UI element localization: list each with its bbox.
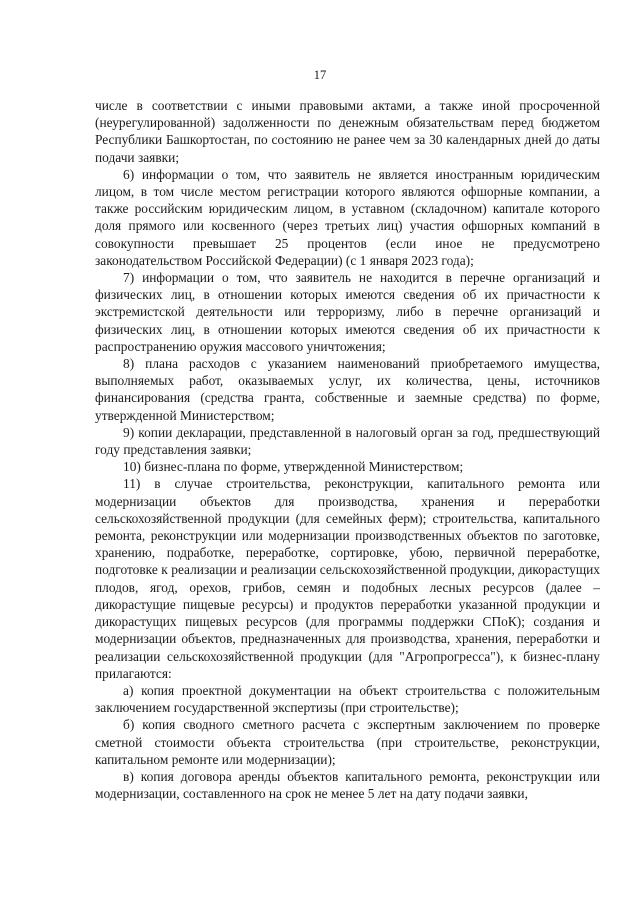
paragraph-continuation: числе в соответствии с иными правовыми актами, а также иной просроченной (неурегулированной) задолженности по денежным обязательствам перед бюджетом Республики Башкортостан, по состоянию не ранее чем за 30 календарных дней до даты подачи заявки; (95, 98, 600, 165)
paragraph-item-6: 6) информации о том, что заявитель не является иностранным юридическим лицом, в том числе местом регистрации которого являются офшорные компании, а также российским юридическим лицом, в уставном (складочном) капитале которого доля прямого или косвенного (через третьих лиц) участия офшорных компаний в совокупности превышает 25 процентов (если иное не предусмотрено законодательством Российской Федерации) (с 1 января 2023 года); (95, 166, 600, 268)
paragraph-subitem-a: а) копия проектной документации на объект строительства с положительным заключением государственной экспертизы (при строительстве); (95, 682, 600, 716)
paragraph-item-11: 11) в случае строительства, реконструкции, капитального ремонта или модернизации объектов для производства, хранения и переработки сельскохозяйственной продукции (для семейных ферм); строительства, капитального ремонта, реконструкции или модернизации производственных объектов по заготовке, хранению, подработке, переработке, сортировке, убою, первичной переработке, подготовке к реализации и реализации сельскохозяйственной продукции, дикорастущих плодов, ягод, орехов, грибов, семян и подобных лесных ресурсов (далее – дикорастущие пищевые ресурсы) и продуктов переработки указанной продукции и дикорастущих пищевых ресурсов (для программы поддержки СПоК); создания и модернизации объектов, предназначенных для производства, хранения, переработки и реализации сельскохозяйственной продукции (для "Агропрогресса"), к бизнес-плану прилагаются: (95, 476, 600, 681)
page-number: 17 (313, 68, 327, 82)
paragraph-item-7: 7) информации о том, что заявитель не находится в перечне организаций и физических лиц, в отношении которых имеются сведения об их причастности к экстремистской деятельности или терроризму, либо в перечне организаций и физических лиц, в отношении которых имеются сведения об их причастности к распространению оружия массового уничтожения; (95, 270, 600, 354)
paragraph-item-8: 8) плана расходов с указанием наименований приобретаемого имущества, выполняемых работ, оказываемых услуг, их количества, цены, источников финансирования (средства гранта, собственные и заемные средства) по форме, утвержденной Министерством; (95, 356, 600, 423)
paragraph-item-9: 9) копии декларации, представленной в налоговый орган за год, предшествующий году представления заявки; (95, 424, 600, 458)
document-body (95, 97, 600, 802)
paragraph-subitem-v: в) копия договора аренды объектов капитального ремонта, реконструкции или модернизации, составленного на срок не менее 5 лет на дату подачи заявки, (95, 768, 600, 802)
paragraph-subitem-b: б) копия сводного сметного расчета с экспертным заключением по проверке сметной стоимости объекта строительства (при строительстве, реконструкции, капитальном ремонте или модернизации); (95, 717, 600, 767)
paragraph-item-10: 10) бизнес-плана по форме, утвержденной Министерством; (123, 459, 464, 475)
